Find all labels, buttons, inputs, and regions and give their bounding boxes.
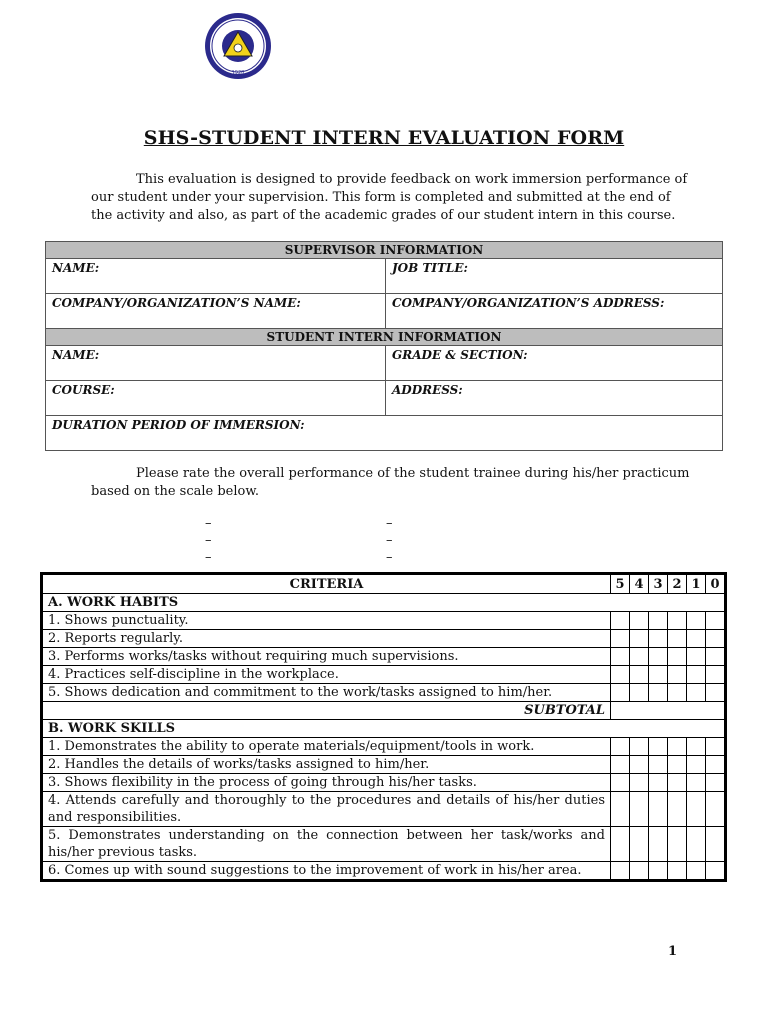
scale-dash: – bbox=[205, 516, 212, 531]
duration-field[interactable]: DURATION PERIOD OF IMMERSION: bbox=[52, 418, 305, 432]
score-header: 2 bbox=[668, 574, 687, 594]
score-cell[interactable] bbox=[649, 756, 668, 774]
score-cell[interactable] bbox=[706, 738, 726, 756]
grade-section-field[interactable]: GRADE & SECTION: bbox=[392, 348, 528, 362]
supervisor-info-header: SUPERVISOR INFORMATION bbox=[46, 242, 722, 259]
score-cell[interactable] bbox=[668, 738, 687, 756]
score-cell[interactable] bbox=[649, 827, 668, 862]
scale-dash: – bbox=[386, 550, 393, 565]
score-cell[interactable] bbox=[649, 612, 668, 630]
score-cell[interactable] bbox=[611, 774, 630, 792]
score-cell[interactable] bbox=[706, 648, 726, 666]
score-cell[interactable] bbox=[706, 684, 726, 702]
score-cell[interactable] bbox=[706, 792, 726, 827]
criterion-text: 6. Comes up with sound suggestions to the improvement of work in his/her area. bbox=[42, 862, 611, 881]
score-cell[interactable] bbox=[630, 738, 649, 756]
score-header: 4 bbox=[630, 574, 649, 594]
criteria-row bbox=[42, 792, 726, 827]
score-cell[interactable] bbox=[668, 792, 687, 827]
score-cell[interactable] bbox=[706, 756, 726, 774]
score-cell[interactable] bbox=[687, 648, 706, 666]
criteria-row bbox=[42, 684, 726, 702]
criteria-row bbox=[42, 612, 726, 630]
information-table bbox=[45, 241, 723, 451]
score-cell[interactable] bbox=[668, 648, 687, 666]
score-cell[interactable] bbox=[687, 774, 706, 792]
criterion-text: 2. Handles the details of works/tasks assigned to him/her. bbox=[42, 756, 611, 774]
score-cell[interactable] bbox=[687, 756, 706, 774]
score-cell[interactable] bbox=[687, 666, 706, 684]
college-seal-logo bbox=[199, 12, 277, 80]
score-cell[interactable] bbox=[611, 792, 630, 827]
score-cell[interactable] bbox=[687, 630, 706, 648]
criteria-row bbox=[42, 862, 726, 881]
section-heading: B. WORK SKILLS bbox=[42, 720, 726, 738]
score-cell[interactable] bbox=[649, 738, 668, 756]
course-field[interactable]: COURSE: bbox=[46, 381, 386, 415]
score-cell[interactable] bbox=[687, 738, 706, 756]
score-cell[interactable] bbox=[630, 862, 649, 881]
criteria-row bbox=[42, 666, 726, 684]
score-cell[interactable] bbox=[649, 684, 668, 702]
score-cell[interactable] bbox=[611, 666, 630, 684]
score-header: 0 bbox=[706, 574, 726, 594]
score-cell[interactable] bbox=[630, 792, 649, 827]
score-cell[interactable] bbox=[687, 862, 706, 881]
criterion-text: 4. Attends carefully and thoroughly to the procedures and details of his/her duties and responsibilities. bbox=[42, 792, 611, 827]
criterion-text: 2. Reports regularly. bbox=[42, 630, 611, 648]
score-cell[interactable] bbox=[630, 630, 649, 648]
criteria-row bbox=[42, 630, 726, 648]
score-cell[interactable] bbox=[668, 862, 687, 881]
criterion-text: 5. Shows dedication and commitment to the work/tasks assigned to him/her. bbox=[42, 684, 611, 702]
score-cell[interactable] bbox=[706, 666, 726, 684]
score-cell[interactable] bbox=[687, 684, 706, 702]
criterion-text: 1. Shows punctuality. bbox=[42, 612, 611, 630]
intro-paragraph: This evaluation is designed to provide feedback on work immersion performance of our student under your supervision. This form is completed and submitted at the end of the activity and also, as part of the academic grades of our student intern in this course. bbox=[91, 172, 688, 223]
criteria-table bbox=[40, 572, 727, 882]
scale-dash: – bbox=[386, 533, 393, 548]
score-cell[interactable] bbox=[668, 684, 687, 702]
score-cell[interactable] bbox=[611, 862, 630, 881]
score-cell[interactable] bbox=[649, 630, 668, 648]
score-cell[interactable] bbox=[706, 774, 726, 792]
score-cell[interactable] bbox=[706, 827, 726, 862]
svg-text:1928: 1928 bbox=[231, 70, 245, 76]
score-cell[interactable] bbox=[649, 792, 668, 827]
scale-dash: – bbox=[205, 533, 212, 548]
section-heading: A. WORK HABITS bbox=[42, 594, 726, 612]
score-cell[interactable] bbox=[668, 827, 687, 862]
score-cell[interactable] bbox=[668, 630, 687, 648]
score-cell[interactable] bbox=[611, 756, 630, 774]
criterion-text: 5. Demonstrates understanding on the connection between her task/works and his/her previous tasks. bbox=[42, 827, 611, 862]
score-header: 5 bbox=[611, 574, 630, 594]
form-title: SHS-STUDENT INTERN EVALUATION FORM bbox=[143, 127, 625, 149]
score-cell[interactable] bbox=[630, 612, 649, 630]
criteria-row bbox=[42, 774, 726, 792]
score-cell[interactable] bbox=[630, 648, 649, 666]
subtotal-label: SUBTOTAL bbox=[42, 702, 611, 720]
score-cell[interactable] bbox=[630, 756, 649, 774]
score-cell[interactable] bbox=[687, 827, 706, 862]
criterion-text: 3. Shows flexibility in the process of going through his/her tasks. bbox=[42, 774, 611, 792]
score-cell[interactable] bbox=[611, 648, 630, 666]
score-cell[interactable] bbox=[630, 666, 649, 684]
rating-instruction: Please rate the overall performance of the student trainee during his/her practicum based on the scale below. bbox=[91, 466, 690, 499]
company-name-field[interactable]: COMPANY/ORGANIZATION’S NAME: bbox=[46, 294, 386, 328]
criteria-row bbox=[42, 827, 726, 862]
criterion-text: 4. Practices self-discipline in the workplace. bbox=[42, 666, 611, 684]
score-cell[interactable] bbox=[611, 612, 630, 630]
score-cell[interactable] bbox=[668, 756, 687, 774]
score-cell[interactable] bbox=[649, 666, 668, 684]
score-cell[interactable] bbox=[611, 630, 630, 648]
score-cell[interactable] bbox=[687, 792, 706, 827]
criterion-text: 3. Performs works/tasks without requiring much supervisions. bbox=[42, 648, 611, 666]
score-cell[interactable] bbox=[649, 648, 668, 666]
student-info-header: STUDENT INTERN INFORMATION bbox=[46, 329, 722, 346]
subtotal-cell[interactable] bbox=[611, 702, 726, 720]
address-field[interactable]: ADDRESS: bbox=[392, 383, 463, 397]
criterion-text: 1. Demonstrates the ability to operate materials/equipment/tools in work. bbox=[42, 738, 611, 756]
criteria-row bbox=[42, 756, 726, 774]
criteria-header: CRITERIA bbox=[42, 574, 611, 594]
student-name-field[interactable]: NAME: bbox=[46, 346, 386, 380]
criteria-row bbox=[42, 738, 726, 756]
scale-dash: – bbox=[386, 516, 393, 531]
score-header: 1 bbox=[687, 574, 706, 594]
score-cell[interactable] bbox=[611, 684, 630, 702]
score-cell[interactable] bbox=[611, 827, 630, 862]
score-cell[interactable] bbox=[706, 612, 726, 630]
score-cell[interactable] bbox=[649, 774, 668, 792]
company-address-field[interactable]: COMPANY/ORGANIZATION’S ADDRESS: bbox=[392, 296, 665, 310]
score-cell[interactable] bbox=[630, 774, 649, 792]
criteria-row bbox=[42, 648, 726, 666]
score-cell[interactable] bbox=[706, 862, 726, 881]
score-cell[interactable] bbox=[668, 612, 687, 630]
score-cell[interactable] bbox=[649, 862, 668, 881]
score-cell[interactable] bbox=[668, 666, 687, 684]
score-cell[interactable] bbox=[668, 774, 687, 792]
score-cell[interactable] bbox=[706, 630, 726, 648]
score-cell[interactable] bbox=[630, 827, 649, 862]
supervisor-name-field[interactable]: NAME: bbox=[46, 259, 386, 293]
score-cell[interactable] bbox=[630, 684, 649, 702]
scale-dash: – bbox=[205, 550, 212, 565]
score-header: 3 bbox=[649, 574, 668, 594]
score-cell[interactable] bbox=[611, 738, 630, 756]
score-cell[interactable] bbox=[687, 612, 706, 630]
page-number: 1 bbox=[668, 944, 678, 959]
supervisor-job-title-field[interactable]: JOB TITLE: bbox=[392, 261, 468, 275]
